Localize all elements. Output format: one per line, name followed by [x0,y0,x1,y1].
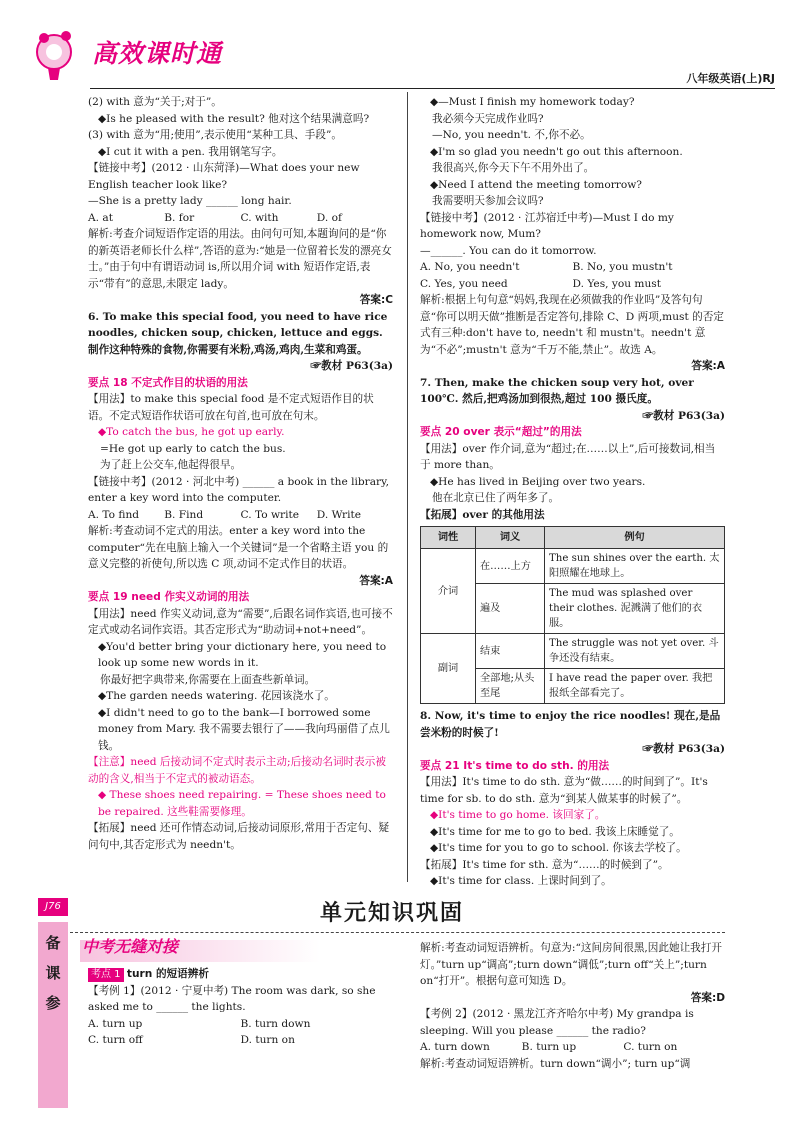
bottom-right-column [420,940,725,1072]
example-line: ◆He has lived in Beijing over two years. [430,475,646,488]
analysis-text: 解析:考查动词不定式的用法。enter a key word into the computer“先在电脑上输入一个关键词”是一个省略主语 you 的意义完整的祈使句,所以选 C 项,动词不定式作目的状语。 [88,525,389,570]
usage-text: 【用法】over 作介词,意为“超过;在……以上”,后可接数词,相当于 more than。 [420,442,716,471]
table-cell: 副词 [421,634,476,704]
example-line: ◆You'd better bring your dictionary here, you need to look up some new words in it. [98,640,387,669]
table-header-row [421,527,725,549]
usage-text: 【用法】to make this special food 是不定式短语作目的状语。不定式短语作状语可放在句首,也可放在句末。 [88,393,374,422]
options-row [88,210,393,227]
item-6-sentence: 6. To make this special food, you need to have rice noodles, chicken soup, chicken, lettuce and eggs. 制作这种特殊的食物,你需要有米粉,鸡汤,鸡肉,生菜和鸡蛋。 [88,310,388,356]
table-header: 词义 [476,527,545,549]
table-cell: 结束 [476,634,545,669]
option: A. No, you needn't [420,261,520,273]
textbook-ref: ☞教材 P63(3a) [310,360,393,372]
options-row [420,1039,725,1056]
sidebar-strip [38,1020,68,1108]
note-example: ◆ These shoes need repairing. = These shoes need to be repaired. 这些鞋需要修理。 [98,789,386,818]
example-line: ◆It's time to go home. 该回家了。 [430,809,606,821]
option: C. To write [240,508,299,521]
option: B. Find [164,508,204,521]
key-point-21-title: 要点 21 It's time to do sth. 的用法 [420,759,610,772]
example-line: ◆I didn't need to go to the bank—I borrowed some money from Mary. 我不需要去银行了——我向玛丽借了点儿钱。 [98,706,390,752]
option: D. Write [316,508,361,521]
example-translation: 我很高兴,你今天下午不用外出了。 [432,162,595,174]
example-line: ◆I cut it with a pen. 我用钢笔写字。 [98,145,283,158]
example-translation: 他在北京已住了两年多了。 [432,492,560,504]
textbook-ref: ☞教材 P63(3a) [642,743,725,755]
table-cell: The mud was splashed over their clothes. 泥溅满了他们的衣服。 [545,584,725,634]
exam-point-heading [88,966,393,983]
example-line: =He got up early to catch the bus. [100,442,286,455]
header-rule [90,88,775,89]
key-point-20-title: 要点 20 over 表示“超过”的用法 [420,426,582,438]
question-line: —______. You can do it tomorrow. [420,244,597,257]
usage-text: 【用法】need 作实义动词,意为“需要”,后跟名词作宾语,也可接不定式或动名词作宾语。其否定形式为“助动词+not+need”。 [88,607,393,636]
page-header [30,26,775,88]
bottom-left-column [88,966,393,1049]
option: A. turn down [420,1041,490,1053]
example-line: ◆To catch the bus, he got up early. [98,426,285,438]
key-point-19-title: 要点 19 need 作实义动词的用法 [88,591,250,603]
analysis-text: 解析:考查动词短语辨析。turn down“调小”; turn up“调 [420,1057,691,1070]
example-line: ◆It's time for class. 上课时间到了。 [430,875,612,887]
example-translation: 我需要明天参加会议吗? [432,195,544,207]
page-number: J76 [38,898,68,916]
exam-question: 【考例 1】(2012 · 宁夏中考) The room was dark, so she asked me to ______ the lights. [88,984,376,1013]
link-exam-question: 【链接中考】(2012 · 山东菏泽)—What does your new English teacher look like? [88,162,360,191]
example-line: —No, you needn't. 不,你不必。 [432,129,591,141]
text-line: (2) with 意为“关于;对于”。 [88,96,222,108]
exam-question: 【考例 2】(2012 · 黑龙江齐齐哈尔中考) My grandpa is sleeping. Will you please ______ the radio? [420,1008,694,1037]
option: A. turn up [88,1017,143,1030]
link-exam-question: 【链接中考】(2012 · 河北中考) ______ a book in the library, enter a key word into the computer. [88,475,390,504]
sidebar-char: 课 [45,964,61,982]
option: D. of [316,211,342,224]
option: B. turn up [521,1041,577,1053]
analysis-text: 解析:根据上句句意“妈妈,我现在必须做我的作业吗”及答句句意“你可以明天做”推断是否定答句,排除 C、D 两项,must 的否定式有三种:don't have to, needn't 和 mustn't。needn't 意为“不必”;mustn't 意为“千万不能,禁止”。故选 A。 [420,294,724,356]
table-cell: 全部地;从头至尾 [476,669,545,704]
brand-logo-text: 高效课时通 [92,39,223,68]
table-cell: 介词 [421,549,476,634]
options-row [420,276,725,293]
table-cell: 在……上方 [476,549,545,584]
left-column [88,94,393,853]
analysis-text: 解析:考查动词短语辨析。句意为:“这间房间很黑,因此她让我打开灯。”turn up“调高”;turn down“调低”;turn off“关上”;turn on“打开”。根据句意可知选 D。 [420,942,722,987]
table-header: 词性 [421,527,476,549]
example-line: ◆It's time for you to go to school. 你该去学校了。 [430,842,687,854]
options-row [88,1032,393,1049]
example-translation: 我必须今天完成作业吗? [432,112,544,125]
table-row [421,634,725,669]
example-line: ◆I'm so glad you needn't go out this afternoon. [430,145,683,158]
option: B. for [164,211,195,224]
answer-label: 答案:A [691,360,725,372]
example-translation: 你最好把字典带来,你需要在上面查些新单词。 [100,673,316,686]
example-line: ◆Need I attend the meeting tomorrow? [430,178,642,191]
table-cell: I have read the paper over. 我把报纸全部看完了。 [545,669,725,704]
item-7-sentence: 7. Then, make the chicken soup very hot, over 100℃. 然后,把鸡汤加到很热,超过 100 摄氏度。 [420,376,694,405]
sidebar-char: 参 [45,994,61,1012]
unit-title: 单元知识巩固 [320,901,465,926]
text-line: (3) with 意为“用;使用”,表示使用“某种工具、手段”。 [88,129,342,141]
question-line: —She is a pretty lady ______ long hair. [88,195,292,207]
right-column [420,94,725,890]
example-line: ◆Is he pleased with the result? 他对这个结果满意吗? [98,112,370,125]
options-row [88,507,393,524]
option: C. Yes, you need [420,277,508,290]
example-line: ◆—Must I finish my homework today? [430,96,635,108]
extension-text: 【拓展】need 还可作情态动词,后接动词原形,常用于否定句、疑问句中,其否定形式为 needn't。 [88,822,390,851]
table-row [421,549,725,584]
example-translation: 为了赶上公交车,他起得很早。 [100,459,242,471]
exam-point-title: turn 的短语辨析 [126,968,209,980]
over-usage-table [420,526,725,704]
answer-label: 答案:A [359,574,393,587]
option: D. turn on [240,1034,295,1046]
table-cell: 遍及 [476,584,545,634]
option: C. with [240,211,279,224]
options-row [420,259,725,276]
item-8-sentence: 8. Now, it's time to enjoy the rice noodles! 现在,是品尝米粉的时候了! [420,710,721,739]
note-text: 【注意】need 后接动词不定式时表示主动;后接动名词时表示被动的含义,相当于不定式的被动语态。 [88,756,386,785]
key-point-18-title: 要点 18 不定式作目的状语的用法 [88,376,248,389]
option: D. Yes, you must [572,277,661,290]
column-divider [407,92,408,882]
table-cell: The sun shines over the earth. 太阳照耀在地球上。 [545,549,725,584]
section-title: 中考无缝对接 [82,937,179,956]
lightbulb-logo-icon [30,28,88,86]
answer-label: 答案:C [359,294,393,306]
option: A. at [88,211,113,224]
exam-point-badge: 考点 1 [88,968,124,982]
link-exam-question: 【链接中考】(2012 · 江苏宿迁中考)—Must I do my homework now, Mum? [420,211,674,240]
usage-text: 【用法】It's time to do sth. 意为“做……的时间到了”。It's time for sb. to do sth. 意为“到某人做某事的时候了”。 [420,776,708,805]
options-row [88,1016,393,1033]
unit-rule [70,932,725,933]
option: C. turn off [88,1034,143,1046]
option: B. turn down [240,1017,311,1030]
table-header: 例句 [545,527,725,549]
textbook-ref: ☞教材 P63(3a) [642,409,725,422]
option: A. To find [88,508,140,521]
sidebar-char: 备 [45,934,61,952]
extension-title: 【拓展】over 的其他用法 [420,508,545,521]
extension-text: 【拓展】It's time for sth. 意为“……的时候到了”。 [420,858,669,871]
example-line: ◆The garden needs watering. 花园该浇水了。 [98,690,335,702]
option: B. No, you mustn't [572,261,673,273]
example-line: ◆It's time for me to go to bed. 我该上床睡觉了。 [430,825,680,838]
sidebar-label [38,922,68,1028]
analysis-text: 解析:考查介词短语作定语的用法。由问句可知,本题询问的是“你的新英语老师长什么样”,答语的意为:“她是一位留着长发的漂亮女士。”由于句中有谓语动词 is,所以用介词 with 短语作定语,表示“带有”的意思,未限定 lady。 [88,228,392,290]
grade-label: 八年级英语(上)RJ [686,72,775,85]
table-cell: The struggle was not yet over. 斗争还没有结束。 [545,634,725,669]
option: C. turn on [623,1041,678,1053]
answer-label: 答案:D [690,991,725,1004]
